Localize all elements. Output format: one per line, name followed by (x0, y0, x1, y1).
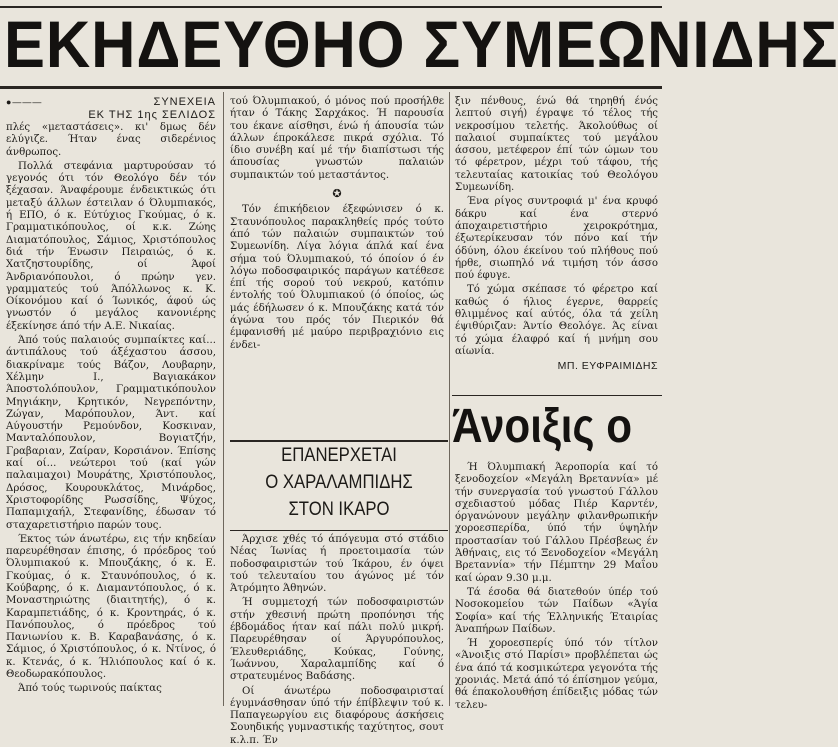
second-article-headline: Άνοιξις ο (452, 400, 633, 453)
paragraph: Οί άνωτέρω ποδοσφαιρισταί έγυμνάσθησαν ύπό τήν έπίβλεψιν τού κ. Παπαγεωργίου εις διαφόρους άσκήσεις Σουηδικής γυμναστικής ταχύτητος, σουτ κ.λ.π. Έν (230, 685, 444, 746)
continuation-label: ●——— ΣΥΝΕΧΕΙΑ (6, 96, 216, 108)
section-rule (452, 395, 662, 396)
subheadline-line-1: ΕΠΑΝΕΡΧΕΤΑΙ (281, 445, 397, 466)
continuation-from: ΕΚ ΤΗΣ 1ης ΣΕΛΙΔΟΣ (88, 109, 216, 121)
separator-star-icon: ✪ (332, 187, 342, 201)
paragraph: πλές «μεταστάσεις». κι' δμως δέν ελύγιζε. Ήταν ένας σιδερένιος άνθρωπος. (6, 122, 216, 158)
paragraph: Άπό τούς παλαιούς συμπαίκτες καί... άντιπάλους τού άξέχαστου άσσου, διακρίναμε τούς Βάζον, Λουβαρην, Χέλμην Ι., Βαγιακάκον Άποστολόπουλον, Γραμματικόπουλον Μηγιάκην, Κρητικόν, Νεγρεπόντην, Ζώγαν, Μαρόπουλον, Άντ. καί Αύγουστήν Ρεμούνδον, Κοσκιναν, Μανταλόπουλον, Βογιατζήν, Γραβαριαν, Ζαίραν, Κορσιάνον. Έπίσης καί οί... νεώτεροι τού (καί γών παλαιμαχοι) Μουράτης, Χριστόπουλος, Δρόσος, Κουρουκλάτος, Μινάρδος, Χριστοφορίδης Ρωσσίδης, Ψύχος, Παπαμιχαήλ, Στεφανίδης, έδωσαν τό σταχαρετιστήριο παρών τους. (6, 335, 216, 531)
paragraph: Ή συμμετοχή τών ποδοσφαιριστών στήν χθεσινή πρώτη προπόνησι τής έβδομάδος ήταν καί πάλι πολύ μικρή. Παρευρέθησαν οί Άργυρόπουλος, Έλευθεριάδης, Κούκας, Γούνης, Ίωάννου, Χαραλαμπίδης καί ό στρατευμένος Βαδάσης. (230, 597, 444, 683)
column-divider-1 (223, 92, 224, 706)
paragraph: Τά έσοδα θά διατεθούν ύπέρ τού Νοσοκομείου τών Παίδων «Άγία Σοφία» καί τής Έλληνικής Έταιρίας Άναπήρων Παίδων. (455, 586, 658, 635)
article-column-3 (455, 96, 658, 392)
author-signature: ΜΠ. ΕΥΦΡΑΙΜΙΔΗΣ (557, 360, 658, 373)
paragraph: ξιν πένθους, ένώ θά τηρηθή ένός λεπτού σιγή) έγραψε τό τέλος τής νεκροσίμου τελετής. Άκολούθως οί παλαιοί συμπαίκτες τού μεγάλου άσσου, μετέφερον έπί τών ώμων του τό φέρετρον, μέχρι τού τάφου, τής τελευταίας κατοικίας τού Θεολόγου Συμεωνίδη. (455, 96, 658, 194)
paragraph: Άπό τούς τωρινούς παίκτας (18, 683, 162, 695)
article-column-2 (230, 96, 444, 434)
subheadline-line-3: ΣΤΟΝ ΙΚΑΡΟ (288, 499, 390, 520)
subheadline-box (230, 440, 448, 531)
headline-rule (0, 86, 662, 89)
bullet-rule-icon: ●——— (6, 97, 43, 107)
paragraph: Τόν έπικήδειον έξεφώνισεν ό κ. Σταυνόπουλος παρακληθείς πρός τούτο άπό τών παλαιών συμπαικτών τού Συμεωνίδη. Λίγα λόγια άπλά καί ένα σήμα τού Όλυμπιακού, τό όποίον ό έν λόγω ποδοσφαιρικός παράγων κατέθεσε έπί τής σορού τού νεκρού, κατόπιν έντολής τού Όλυμπιακού (ό όποίος, ώς μάς έδήλωσεν ό κ. Μπουζάκης κατά τόν άγώνα του πρός τόν Πιερικόν θά έμφανισθή μέ μαύρο περιβραχιόνιο εις ένδει- (230, 204, 444, 351)
paragraph: Ή Όλυμπιακή Άεροπορία καί τό ξενοδοχείον «Μεγάλη Βρεταννία» μέ τήν συνεργασία τού γνωστού Γάλλου σχεδιαστού μόδας Πιέρ Καρντέν, όργανώνουν μεγάλην φιλανθρωπικήν χοροεσπερίδα, ύπό τήν ύψηλήν προστασίαν τού Γάλλου Πρέσβεως έν Άθήναις, εις τό Ξενοδοχείον «Μεγάλη Βρεταννία» τήν Πέμπτην 29 Μαΐου καί ώραν 9.30 μ.μ. (455, 462, 658, 584)
article-column-1 (6, 96, 216, 706)
paragraph: Πολλά στεφάνια μαρτυρούσαν τό γεγονός ότι τόν Θεολόγο δέν τόν ξέχασαν. Άναφέρουμε ένδεικτικώς ότι μεταξύ άλλων έστειλαν ό Όλυμπιακός, ή ΕΠΟ, ό κ. Εύτύχιος Γκούμας, ό κ. Γραμματικόπουλος, οί κ.κ. Ζώης Διαματόπουλος, Σάμιος, Χριστόπουλος διά τήν Ένωσιν Πειραιώς, ό κ. Χατζηστουρίδης, οί Άφοί Άνδριανόπουλοι, ό πρώην γεν. γραμματεύς τού Άπόλλωνος κ. Κ. Οίκονόμου καί ό Ίωνικός, άφού ώς γνωστόν ό μεγάλος κανονιέρης έξεκίνησε άπό τήν Α.Ε. Νικαίας. (6, 160, 216, 332)
paragraph: Ένα ρίγος συντροφιά μ' ένα κρυφό δάκρυ καί ένα στερνό άποχαιρετιστήριο χειροκρότημα, έξωτερίκευσαν τόν πόνο καί τήν όδύνη, όλου έκείνου τού πλήθους πού ήρθε, σιωπηλό νά τιμήση τόν άσσο πού έφυγε. (455, 196, 658, 282)
paragraph: Ή χοροεσπερίς ύπό τόν τίτλον «Άνοιξις στό Παρίσι» προβλέπεται ώς ένα άπό τά κοσμικώτερα γεγονότα τής χρονιάς. Μετά άπό τό έπίσημον γεύμα, θά έπακολουθήση έπίδειξις μόδας τών τελευ- (455, 638, 658, 711)
paragraph: τού Όλυμπιακού, ό μόνος πού προσήλθε ήταν ό Τάκης Σαρχάκος. Ή παρουσία του έκανε αίσθησι, ένώ ή άπουσία τών άλλων έπροκάλεσε πικρά σχόλια. Τό ίδιο συνέβη καί μέ τήν διαπίστωσι τής άπουσίας γνωστών παλαιών συμπαικτών τού μεταστάντος. (230, 96, 444, 181)
paragraph: Τό χώμα σκέπασε τό φέρετρο καί καθώς ό ήλιος έγερνε, θαρρείς θλιμμένος καί αύτός, όλα τά χείλη έψιθύριζαν: Άντίο Θεολόγε. Άς είναι τό χώμα έλαφρό καί ή μνήμη σου αίωνία. (455, 284, 658, 357)
column-divider-2 (449, 92, 450, 706)
main-headline: ΕΚΗΔΕΥΘΗΟ ΣΥΜΕΩΝΙΔΗΣ (4, 7, 838, 81)
subheadline-line-2: Ο ΧΑΡΑΛΑΜΠΙΔΗΣ (265, 472, 413, 493)
paragraph: Άρχισε χθές τό άπόγευμα στό στάδιο Νέας Ίωνίας ή προετοιμασία τών ποδοσφαιριστών τού Ίκάρου, έν όψει τού τελευταίου του άγώνος μέ τόν Άτρόμητο Άθηνών. (230, 534, 444, 595)
article-column-3-lower (455, 462, 658, 711)
article-column-2-lower (230, 534, 444, 746)
paragraph: Έκτος τών άνωτέρω, εις τήν κηδείαν παρευρέθησαν έπισης, ό πρόεδρος τού Όλυμπιακού κ. Μπουζάκης, ό κ. Ε. Γκούμας, ό κ. Σταυνόπουλος, ό κ. Κούβαρης, ό κ. Διαμαντόπουλος, ό κ. Μοναστηριώτης (διαιτητής), ό κ. Καραμπετιάδης, ό κ. Κροντηράς, ό κ. Πανόπουλος, ό πρόεδρος τού Πανιωνίου κ. Β. Καραβανάσης, ό κ. Σάμιος, ό Χριστόπουλος, ό κ. Ντίνος, ό κ. Κτενάς, ό κ. Ήλιόπουλος καί ό κ. Θεοδωρακόπουλος. (6, 533, 216, 681)
